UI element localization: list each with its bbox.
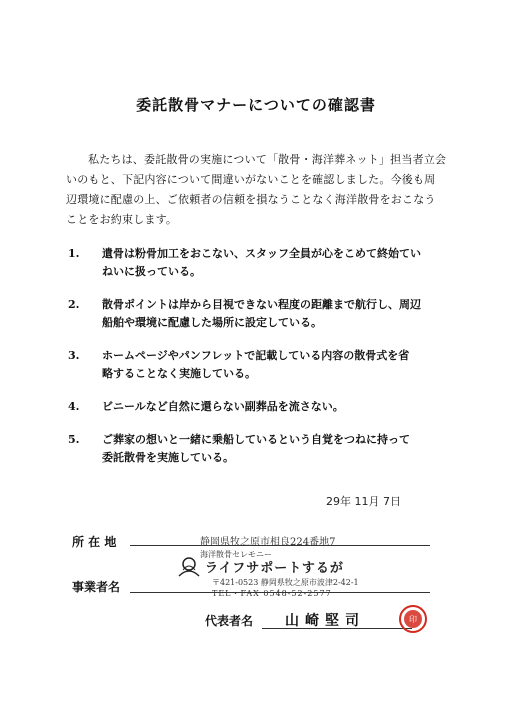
pledge-item [68, 245, 458, 281]
item-line: 委託散骨を実施している。 [102, 451, 234, 464]
stamp-address: 〒421-0523 静岡県牧之原市波津2-42-1 [212, 578, 359, 587]
item-line: 略することなく実施している。 [102, 367, 256, 380]
item-text [102, 296, 458, 332]
red-seal-stamp [398, 604, 428, 638]
item-number: 5. [68, 433, 80, 446]
item-line: 船舶や環境に配慮した場所に設定している。 [102, 316, 322, 329]
item-number: 1. [68, 247, 80, 260]
representative-label: 代表者名 [205, 614, 254, 628]
location-label: 所 在 地 [72, 535, 117, 549]
svg-text:印: 印 [409, 615, 417, 624]
item-number: 3. [68, 349, 80, 362]
business-label: 事業者名 [72, 580, 121, 594]
item-text [102, 347, 458, 383]
intro-line: ことをお約束します。 [66, 213, 178, 226]
pledge-item [68, 347, 458, 383]
item-text [102, 245, 458, 281]
item-line: ねいに扱っている。 [102, 265, 201, 278]
pledge-item [68, 431, 458, 467]
company-logo-icon [175, 556, 203, 582]
intro-line: 辺環境に配慮の上、ご依頼者の信頼を損なうことなく海洋散骨をおこなう [66, 193, 436, 206]
handwritten-date: 29年 11月 7日 [326, 495, 401, 508]
address-value: 静岡県牧之原市相良224番地7 [200, 537, 336, 548]
item-text [102, 431, 458, 467]
stamp-subtitle: 海洋散骨セレモニー [200, 550, 272, 559]
intro-line: いのもと、下記内容について間違いがないことを確認しました。今後も周 [66, 173, 436, 186]
item-line: 散骨ポイントは岸から目視できない程度の距離まで航行し、周辺 [102, 298, 421, 311]
intro-paragraph [66, 150, 448, 230]
intro-line: 私たちは、委託散骨の実施について「散骨・海洋葬ネット」担当者立会 [88, 153, 447, 166]
item-line: ビニールなど自然に還らない副葬品を流さない。 [102, 400, 344, 413]
item-text [102, 398, 458, 416]
representative-name: 山崎堅司 [285, 613, 365, 629]
item-number: 2. [68, 298, 80, 311]
item-number: 4. [68, 400, 80, 413]
stamp-tel-fax: TEL・FAX 0548-52-2577 [212, 589, 332, 598]
pledge-list [68, 245, 458, 482]
item-line: 遺骨は粉骨加工をおこない、スタッフ全員が心をこめて終始てい [102, 247, 421, 260]
item-line: ホームページやパンフレットで記載している内容の散骨式を省 [102, 349, 410, 362]
document-title: 委託散骨マナーについての確認書 [136, 96, 376, 114]
item-line: ご葬家の想いと一緒に乗船しているという自覚をつねに持って [102, 433, 410, 446]
stamp-company-name: ライフサポートするが [205, 561, 344, 576]
pledge-item [68, 296, 458, 332]
pledge-item [68, 398, 458, 416]
